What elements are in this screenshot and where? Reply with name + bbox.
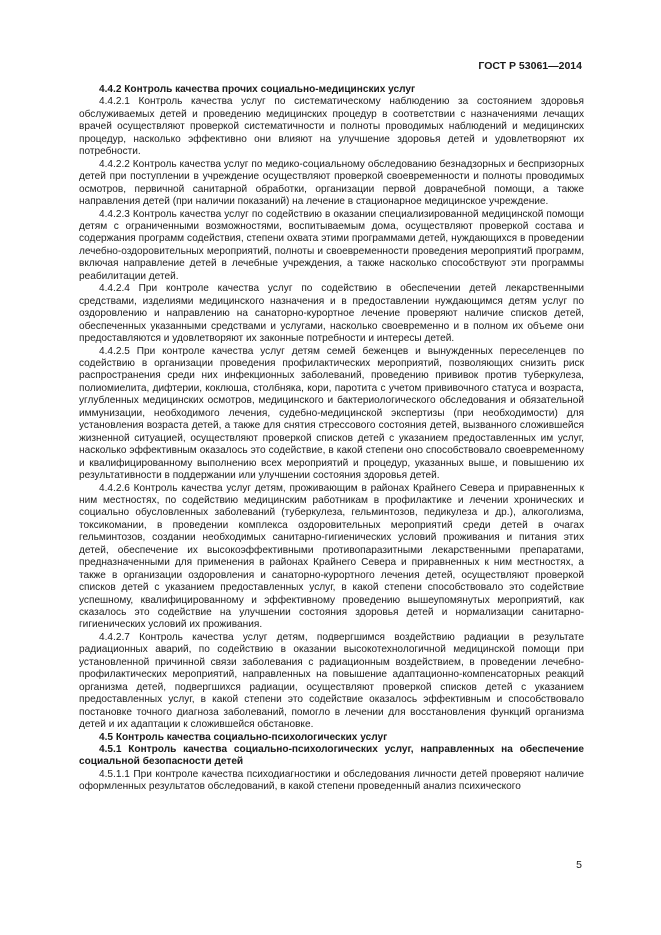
section-heading-4-5-1: 4.5.1 Контроль качества социально-психологических услуг, направленных на обеспечение социальной безопасности детей — [79, 744, 584, 768]
paragraph-4-4-2-1: 4.4.2.1 Контроль качества услуг по систематическому наблюдению за состоянием здоровья обслуживаемых детей и проведению медицинских процедур в соответствии с назначениями лечащих врачей осуществляют проверкой систематичности и полноты проводимых наблюдений и медицинских процедур, насколько эффективно они влияют на улучшение здоровья детей и удовлетворяют их потребности. — [79, 96, 584, 158]
paragraph-4-4-2-2: 4.4.2.2 Контроль качества услуг по медико-социальному обследованию безнадзорных и беспризорных детей при поступлении в учреждение осуществляют проверкой своевременности и полноты проводимых осмотров, первичной санитарной обработки, организации первой доврачебной помощи, а также направления детей (при наличии показаний) на лечение в стационарное медицинское учреждение. — [79, 158, 584, 208]
document-body — [79, 84, 584, 794]
paragraph-4-5-1-1: 4.5.1.1 При контроле качества психодиагностики и обследования личности детей проверяют наличие оформленных результатов обследований, в какой степени проведенный анализ психического — [79, 768, 584, 793]
section-heading-4-5: 4.5 Контроль качества социально-психологических услуг — [99, 731, 388, 743]
document-header: ГОСТ Р 53061—2014 — [478, 60, 582, 72]
paragraph-4-4-2-3: 4.4.2.3 Контроль качества услуг по содействию в оказании специализированной медицинской помощи детям с ограниченными возможностями, воспитываемым дома, осуществляют проверкой состава и содержания программ содействия, степени охвата этими программами детей, нуждающихся в проведении лечебно-оздоровительных мероприятий, полноты и своевременности проведения мероприятий программ, включая направление детей в лечебные учреждения, а также насколько способствуют эти программы реабилитации детей. — [79, 208, 584, 282]
page-number: 5 — [576, 859, 582, 871]
paragraph-4-4-2-6: 4.4.2.6 Контроль качества услуг детям, проживающим в районах Крайнего Севера и приравненных к ним местностях, по содействию медицинским работникам в профилактике и лечении хронических и социально обусловленных заболеваний (туберкулеза, гельминтозов, педикулеза и др.), алкоголизма, токсикомании, в проведении комплекса оздоровительных мероприятий среди детей в очагах гельминтозов, создании необходимых санитарно-гигиенических условий проживания и питания этих детей, обеспечение их высокоэффективными противопаразитными лекарственными препаратами, предназначенными для применения в районах Крайнего Севера и приравненных к ним местностях, а также в организации оздоровления и санаторно-курортного лечения детей, осуществляют проверкой списков детей с указанием предоставленных услуг, в какой степени способствовало это содействие успешному, квалифицированному и эффективному проведению вышеупомянутых мероприятий, как сказалось это содействие на улучшении состояния здоровья детей и нормализации санитарно-гигиенических условий их проживания. — [79, 482, 584, 631]
paragraph-4-4-2-4: 4.4.2.4 При контроле качества услуг по содействию в обеспечении детей лекарственными средствами, изделиями медицинского назначения и в предоставлении нуждающимся детям услуг по оздоровлению и направлению на санаторно-курортное лечение проверяют наличие списков детей, обеспеченных указанными средствами и услугами, насколько своевременно и в полном их объеме они предоставляются и удовлетворяют их законные потребности и интересы детей. — [79, 283, 584, 345]
paragraph-4-4-2-7: 4.4.2.7 Контроль качества услуг детям, подвергшимся воздействию радиации в результате радиационных аварий, по содействию в оказании высокотехнологичной медицинской помощи при установленной причинной связи заболевания с радиационным воздействием, в проведении лечебно-профилактических мероприятий, направленных на повышение адаптационно-компенсаторных реакций организма детей, подвергшихся радиации, осуществляют проверкой списков детей с указанием предоставленных услуг, в какой степени это содействие оказалось эффективным и способствовало постановке точного диагноза заболеваний, помогло в лечении для восстановления функций организма детей и их адаптации к сложившейся обстановке. — [79, 631, 584, 731]
section-heading-4-4-2: 4.4.2 Контроль качества прочих социально-медицинских услуг — [99, 84, 416, 95]
paragraph-4-4-2-5: 4.4.2.5 При контроле качества услуг детям семей беженцев и вынужденных переселенцев по содействию в организации проведения профилактических мероприятий, позволяющих снизить риск распространения среди них инфекционных заболеваний, проведению прививок против туберкулеза, полиомиелита, дифтерии, коклюша, столбняка, кори, паротита с учетом прививочного статуса и возраста, углубленных медицинских осмотров, медицинского и бактериологического обследования и обязательной иммунизации, необходимого лечения, судебно-медицинской экспертизы (при необходимости) для установления возраста детей, а также для снятия стрессового состояния детей, вызванного сложившейся жизненной ситуацией, осуществляют проверкой списков детей с указанием предоставленных им услуг, насколько эффективным оказалось это содействие, в какой степени оно способствовало своевременному и квалифицированному выполнению всех мероприятий и процедур, указанных выше, и повышению их результативности в поддержании или улучшении состояния здоровья детей. — [79, 345, 584, 482]
